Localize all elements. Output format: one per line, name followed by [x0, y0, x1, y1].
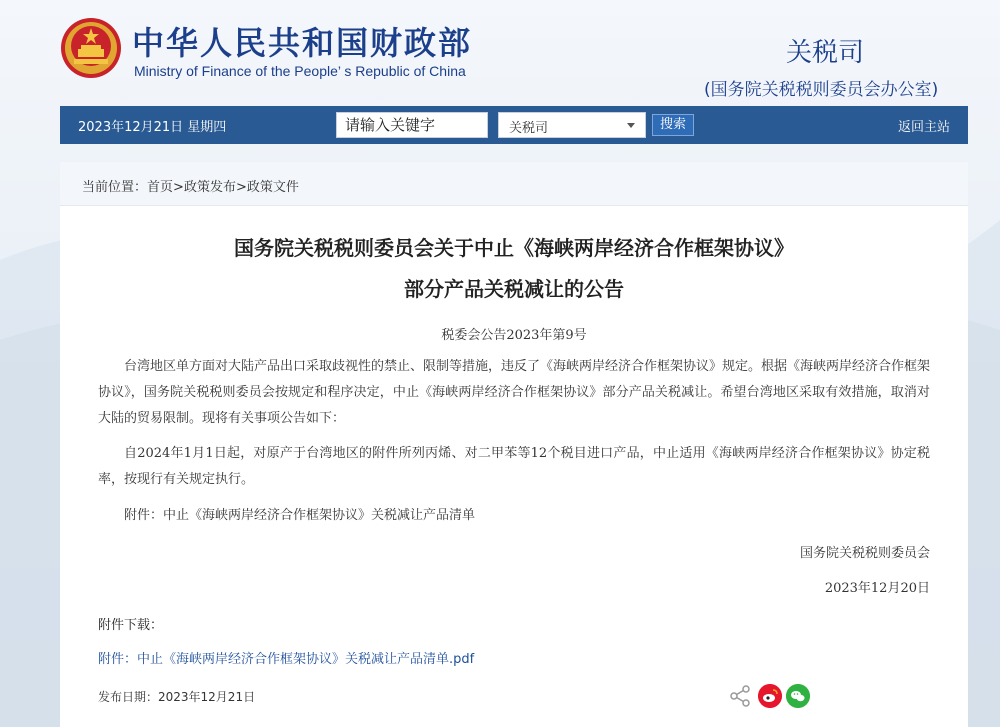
- publish-date: 发布日期：2023年12月21日: [98, 690, 256, 704]
- breadcrumb: [60, 162, 968, 206]
- attachment-link[interactable]: 附件：中止《海峡两岸经济合作框架协议》关税减让产品清单.pdf: [98, 652, 475, 667]
- document-number: 税委会公告2023年第9号: [441, 328, 587, 343]
- share-icon[interactable]: [728, 684, 752, 708]
- article-paragraph: 自2024年1月1日起，对原产于台湾地区的附件所列丙烯、对二甲苯等12个税目进口产品，中止适用《海峡两岸经济合作框架协议》协定税率，按现行有关规定执行。: [98, 446, 930, 487]
- article-card: [60, 162, 968, 727]
- department-name: 关税司: [786, 38, 865, 68]
- signer: 国务院关税税则委员会: [799, 546, 930, 561]
- wechat-icon[interactable]: [786, 684, 810, 708]
- article-paragraph: 附件：中止《海峡两岸经济合作框架协议》关税减让产品清单: [124, 508, 476, 523]
- chevron-down-icon: [627, 123, 635, 128]
- search-input[interactable]: 请输入关键字: [336, 112, 488, 138]
- breadcrumb-separator: >: [235, 180, 247, 195]
- national-emblem-icon: [60, 17, 122, 79]
- breadcrumb-section[interactable]: 政策发布: [183, 180, 236, 195]
- breadcrumb-separator: >: [173, 180, 184, 195]
- article-title-line2: 部分产品关税减让的公告: [404, 277, 624, 301]
- site-header: [0, 0, 1000, 104]
- department-select[interactable]: [498, 112, 646, 138]
- weibo-icon[interactable]: [758, 684, 782, 708]
- article-title-line1: 国务院关税税则委员会关于中止《海峡两岸经济合作框架协议》: [234, 236, 794, 260]
- current-date: 2023年12月21日 星期四: [78, 120, 227, 135]
- download-label: 附件下载：: [98, 618, 164, 633]
- ministry-name-en: Ministry of Finance of the People’ s Republic of China: [134, 63, 466, 79]
- search-button[interactable]: 搜索: [652, 114, 694, 136]
- top-navbar: [60, 106, 968, 144]
- breadcrumb-prefix: 当前位置：: [82, 180, 148, 195]
- sign-date: 2023年12月20日: [824, 581, 930, 596]
- department-select-value: 关税司: [509, 121, 549, 136]
- ministry-name-cn: 中华人民共和国财政部: [132, 24, 473, 62]
- department-subtitle: (国务院关税税则委员会办公室): [704, 80, 939, 100]
- breadcrumb-current[interactable]: 政策文件: [246, 180, 299, 195]
- breadcrumb-home[interactable]: 首页: [147, 180, 174, 195]
- article-paragraph: 台湾地区单方面对大陆产品出口采取歧视性的禁止、限制等措施，违反了《海峡两岸经济合作框架协议》规定。根据《海峡两岸经济合作框架协议》，国务院关税税则委员会按规定和程序决定，中止《海峡两岸经济合作框架协议》部分产品关税减让。希望台湾地区采取有效措施，取消对大陆的贸易限制。现将有关事项公告如下：: [98, 359, 931, 426]
- back-home-link[interactable]: 返回主站: [897, 120, 950, 135]
